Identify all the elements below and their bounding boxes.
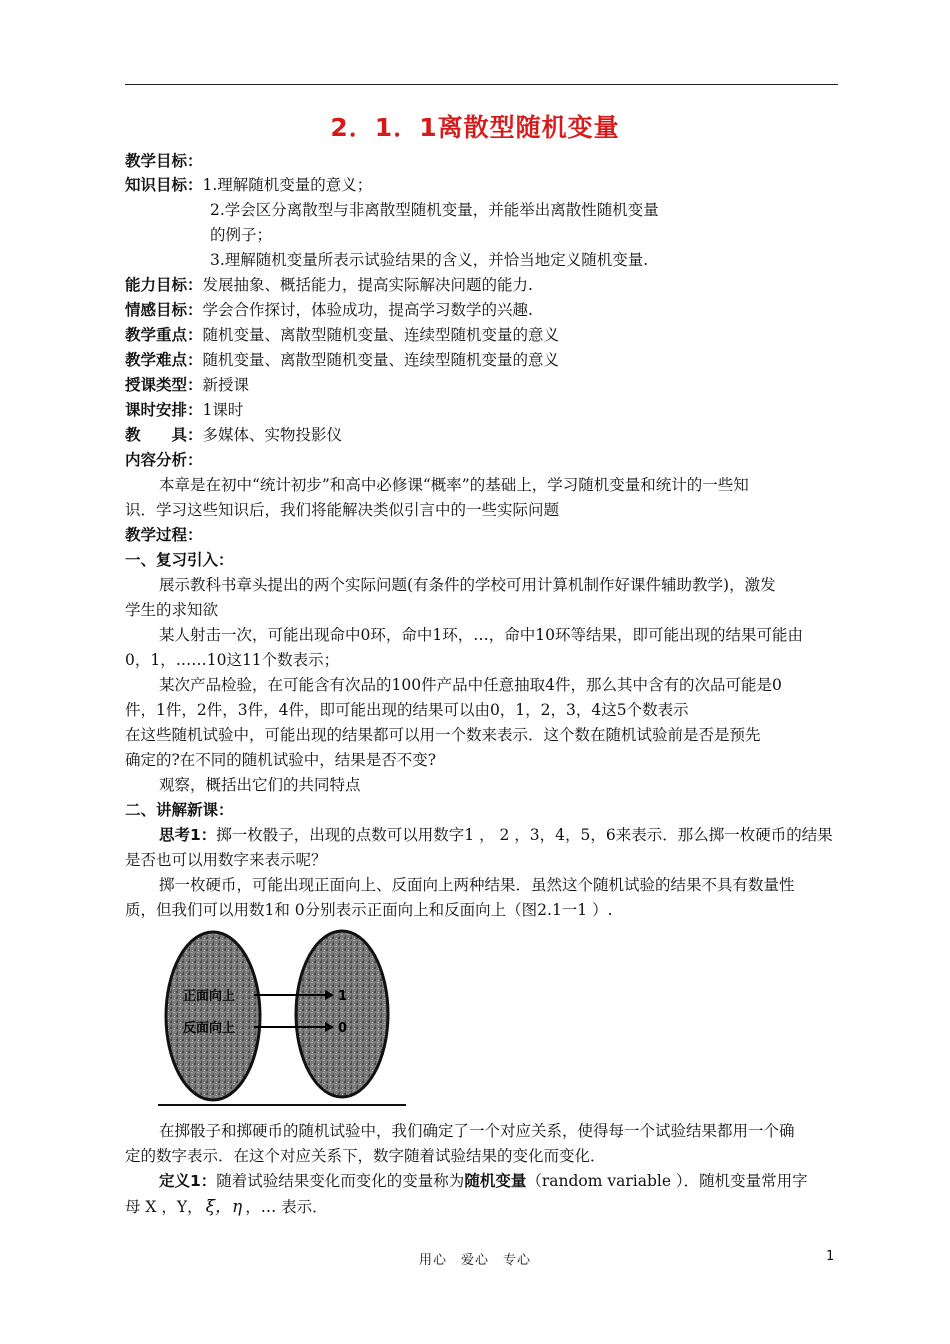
analysis-heading: 内容分析： xyxy=(125,451,203,469)
coin-line-1: 掷一枚硬币，可能出现正面向上、反面向上两种结果．虽然这个随机试验的结果不具有数量性 xyxy=(159,876,795,894)
key-point-text: 随机变量、离散型随机变量、连续型随机变量的意义 xyxy=(202,326,560,344)
value-one: 1 xyxy=(338,989,348,1004)
page-title: 2．1．1离散型随机变量 xyxy=(330,113,620,142)
after-figure-line-2: 定的数字表示．在这个对应关系下，数字随着试验结果的变化而变化． xyxy=(125,1147,606,1165)
think1-line-1 xyxy=(159,824,833,846)
s1-p4-line-1: 在这些随机试验中，可能出现的结果都可以用一个数来表示．这个数在随机试验前是否是预先 xyxy=(125,726,761,744)
section2-heading: 二、讲解新课： xyxy=(125,801,234,819)
analysis-line-2: 识．学习这些知识后，我们将能解决类似引言中的一些实际问题 xyxy=(125,501,560,519)
section1-heading: 一、复习引入： xyxy=(125,551,234,569)
header-rule xyxy=(125,84,838,85)
process-heading: 教学过程： xyxy=(125,526,203,544)
difficulty-line xyxy=(125,349,559,371)
ability-text: 发展抽象、概括能力，提高实际解决问题的能力. xyxy=(202,276,533,294)
key-point-line xyxy=(125,324,559,346)
definition1-pre: 随着试验结果变化而变化的变量称为 xyxy=(216,1172,465,1190)
page-footer: 用心 爱心 专心 xyxy=(418,1253,531,1268)
emotion-line xyxy=(125,299,533,321)
emotion-label: 情感目标： xyxy=(125,301,203,319)
difficulty-label: 教学难点： xyxy=(125,351,203,369)
ability-label: 能力目标： xyxy=(125,276,203,294)
difficulty-text: 随机变量、离散型随机变量、连续型随机变量的意义 xyxy=(202,351,560,369)
s1-p1-line-1: 展示教科书章头提出的两个实际问题(有条件的学校可用计算机制作好课件辅助教学)，激发 xyxy=(159,576,776,594)
label-heads-up: 正面向上 xyxy=(183,989,236,1004)
s1-p2-line-2: 0，1，……10这11个数表示； xyxy=(125,651,340,669)
emotion-text: 学会合作探讨，体验成功，提高学习数学的兴趣. xyxy=(202,301,533,319)
label-tails-up: 反面向上 xyxy=(183,1021,236,1036)
coin-mapping-figure xyxy=(158,925,408,1107)
key-point-label: 教学重点： xyxy=(125,326,203,344)
think1-label: 思考1： xyxy=(159,826,217,844)
s1-p1-line-2: 学生的求知欲 xyxy=(125,601,219,619)
definition1-end: ，… 表示． xyxy=(245,1198,328,1216)
s1-p3-line-1: 某次产品检验，在可能含有次品的100件产品中任意抽取4件，那么其中含有的次品可能是0 xyxy=(159,676,782,694)
definition1-greek: ξ，η xyxy=(205,1197,243,1217)
tools-line xyxy=(125,424,342,446)
tools-label: 教 具： xyxy=(125,426,203,444)
think1-line-2: 是否也可以用数字来表示呢？ xyxy=(125,851,327,869)
think1-text: 掷一枚骰子，出现的点数可以用数字1 ， 2 ，3，4，5，6来表示．那么掷一枚硬币的结果 xyxy=(216,826,833,844)
range-ellipse xyxy=(296,931,388,1097)
objectives-heading: 教学目标： xyxy=(125,152,203,170)
s1-p5: 观察，概括出它们的共同特点 xyxy=(159,776,361,794)
s1-p2-line-1: 某人射击一次，可能出现命中0环，命中1环，…，命中10环等结果，即可能出现的结果可能由 xyxy=(159,626,803,644)
coin-line-2: 质，但我们可以用数1和 0分别表示正面向上和反面向上（图2.1一1 ）. xyxy=(125,901,613,919)
knowledge-2: 2.学会区分离散型与非离散型随机变量，并能举出离散性随机变量 xyxy=(210,201,659,219)
analysis-line-1: 本章是在初中“统计初步”和高中必修课“概率”的基础上，学习随机变量和统计的一些知 xyxy=(159,476,749,494)
knowledge-2b: 的例子； xyxy=(210,226,273,244)
knowledge-1: 1.理解随机变量的意义； xyxy=(202,176,373,194)
s1-p4-line-2: 确定的?在不同的随机试验中，结果是否不变? xyxy=(125,751,437,769)
knowledge-line-1 xyxy=(125,174,372,196)
definition1-label: 定义1： xyxy=(159,1172,217,1190)
lesson-type-label: 授课类型： xyxy=(125,376,203,394)
knowledge-3: 3.理解随机变量所表示试验结果的含义，并恰当地定义随机变量. xyxy=(210,251,649,269)
definition1-line-2 xyxy=(125,1196,328,1218)
after-figure-line-1: 在掷骰子和掷硬币的随机试验中，我们确定了一个对应关系，使得每一个试验结果都用一个确 xyxy=(159,1122,795,1140)
ability-line xyxy=(125,274,533,296)
lesson-type-text: 新授课 xyxy=(202,376,250,394)
hours-label: 课时安排： xyxy=(125,401,203,419)
definition1-term: 随机变量 xyxy=(464,1172,527,1190)
hours-line xyxy=(125,399,243,421)
domain-ellipse xyxy=(166,932,260,1100)
value-zero: 0 xyxy=(338,1021,348,1036)
tools-text: 多媒体、实物投影仪 xyxy=(202,426,343,444)
figure-baseline xyxy=(158,1104,406,1106)
s1-p3-line-2: 件，1件，2件，3件，4件，即可能出现的结果可以由0，1，2，3，4这5个数表示 xyxy=(125,701,689,719)
lesson-type-line xyxy=(125,374,249,396)
definition1-line-1 xyxy=(159,1170,808,1192)
page-number: 1 xyxy=(826,1249,835,1264)
definition1-post: （random variable ）．随机变量常用字 xyxy=(526,1172,808,1190)
hours-text: 1课时 xyxy=(202,401,244,419)
knowledge-label: 知识目标： xyxy=(125,176,203,194)
definition1-letters: 母 X ，Y， xyxy=(125,1198,203,1216)
